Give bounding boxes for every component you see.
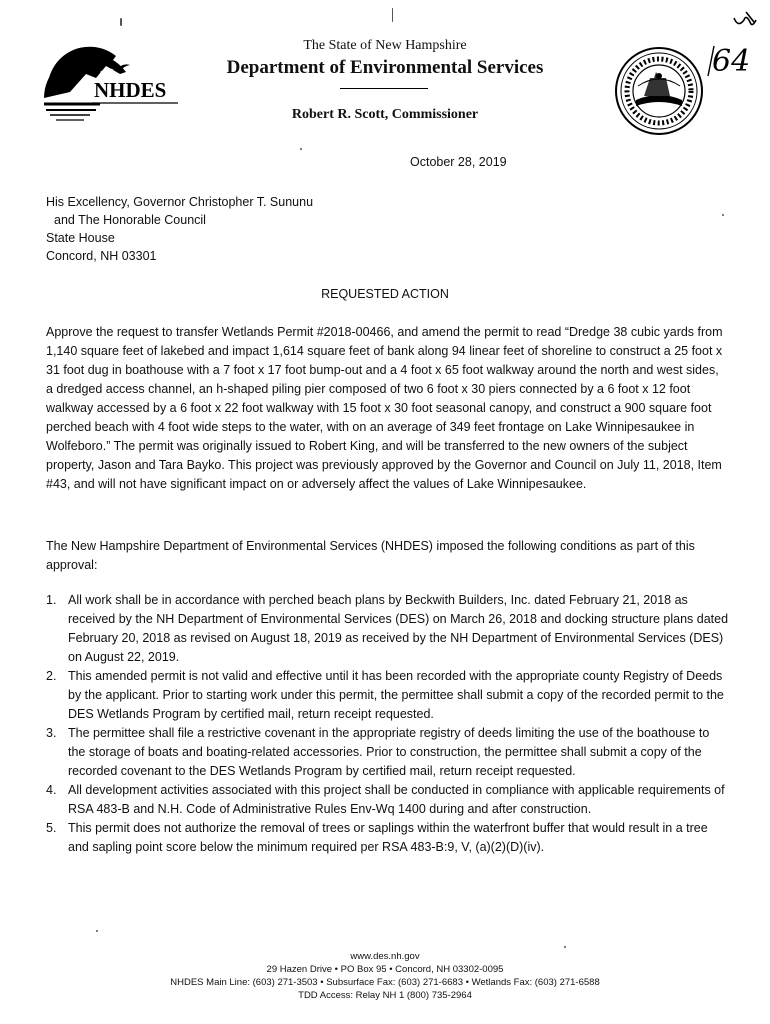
condition-text: The permittee shall file a restrictive covenant in the appropriate registry of deeds limiting the use of the boathouse to the storage of boats and boating-related accessories. Prior to construction, the permittee shall submit a copy of the recorded covenant to the DES Wetlands Program by certified mail, return receipt requested. [68,726,710,778]
nhdes-logo [40,42,185,128]
condition-item [46,781,730,819]
logo-text: NHDES [94,78,167,102]
scan-speck [120,18,122,26]
header-divider [340,88,428,89]
address-line: Concord, NH 03301 [46,249,157,263]
condition-text: This permit does not authorize the removal of trees or saplings within the waterfront buffer that would result in a tree and sapling point score below the minimum required per RSA 483-B:9, V, (a)(2)(D)(iv). [68,821,708,854]
state-name: The State of New Hampshire [303,38,467,53]
condition-number: 5. [46,821,57,835]
letter-footer [0,950,770,1002]
scan-speck [392,8,393,22]
condition-item [46,667,730,724]
footer-address: 29 Hazen Drive • PO Box 95 • Concord, NH 03302-0095 [266,964,504,975]
condition-text: This amended permit is not valid and effective until it has been recorded with the appropriate county Registry of Deeds by the applicant. Prior to starting work under this permit, the permittee shall submit a copy of the recorded permit to the DES Wetlands Program by certified mail, return receipt requested. [68,669,724,721]
condition-item [46,591,730,667]
condition-text: All work shall be in accordance with perched beach plans by Beckwith Builders, Inc. dated February 21, 2018 as received by the NH Department of Environmental Services (DES) on March 26, 2018 and docking structure plans dated February 20, 2018 as revised on August 18, 2019 as received by the NH Department of Environmental Services (DES) on August 22, 2019. [68,593,729,664]
scan-speck [722,214,724,216]
footer-phones: NHDES Main Line: (603) 271-3503 • Subsurface Fax: (603) 271-6683 • Wetlands Fax: (603) 271-6588 [170,977,600,988]
footer-tdd: TDD Access: Relay NH 1 (800) 735-2964 [298,990,472,1001]
condition-number: 4. [46,783,57,797]
conditions-intro-paragraph: The New Hampshire Department of Environmental Services (NHDES) imposed the following conditions as part of this approval: [46,539,695,572]
recipient-address [46,193,313,265]
address-line: His Excellency, Governor Christopher T. Sununu [46,195,314,209]
scan-speck [564,946,566,948]
state-seal-icon [614,46,704,136]
condition-item [46,819,730,857]
condition-text: All development activities associated with this project shall be conducted in compliance with applicable requirements of RSA 483-B and N.H. Code of Administrative Rules Env-Wq 1400 during and after construction. [68,783,725,816]
handwritten-annotation [706,6,762,98]
condition-number: 2. [46,669,57,683]
requested-action-heading: REQUESTED ACTION [321,287,449,301]
conditions-list [46,591,730,857]
scan-speck [300,148,302,150]
condition-item [46,724,730,781]
footer-website: www.des.nh.gov [350,951,420,962]
condition-number: 1. [46,593,57,607]
letter-date: October 28, 2019 [410,155,507,169]
department-name: Department of Environmental Services [226,57,544,78]
scan-speck [96,930,98,932]
address-line: and The Honorable Council [54,213,206,227]
commissioner-name: Robert R. Scott, Commissioner [291,107,479,122]
handwritten-number: 64 [712,44,751,79]
request-paragraph: Approve the request to transfer Wetlands Permit #2018-00466, and amend the permit to read “Dredge 38 cubic yards from 1,140 square feet of lakebed and impact 1,614 square feet of bank along 94 linear feet of shoreline to construct a 25 foot x 31 foot dug in boathouse with a 7 foot x 17 foot bump-out and a 4 foot x 65 foot walkway around the north and west sides, a dredged access channel, an h-shaped piling pier composed of two 6 foot x 30 piers connected by a 6 foot x 12 foot walkway accessed by a 6 foot x 22 foot walkway with 15 foot x 30 foot seasonal canopy, and construct a 900 square foot perched beach with 4 foot wide steps to the water, with on an average of 349 feet frontage on Lake Winnipesaukee in Wolfeboro.” The permit was originally issued to Robert King, and will be transferred to the new owners of the subject property, Jason and Tara Bayko. This project was previously approved by the Governor and Council on July 11, 2018, Item #43, and will not have significant impact on or adversely affect the values of Lake Winnipesaukee. [46,325,723,491]
address-line: State House [46,231,115,245]
condition-number: 3. [46,726,57,740]
